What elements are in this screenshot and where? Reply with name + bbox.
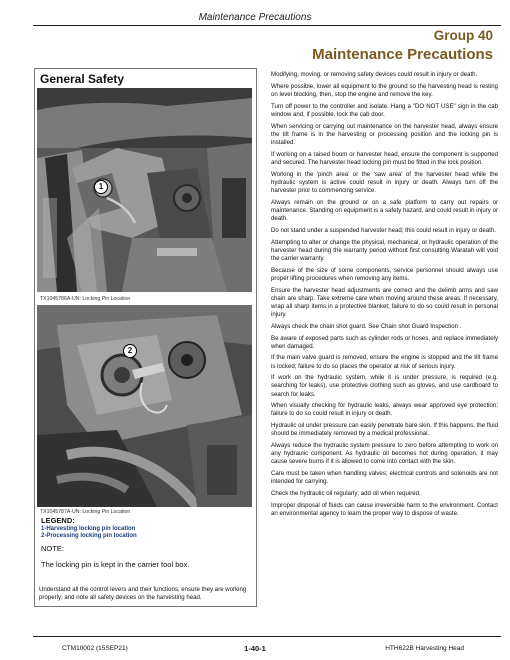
legend-label: LEGEND: [41, 516, 75, 525]
footer-rule [33, 636, 501, 637]
paragraph: Where possible, lower all equipment to the ground so the harvesting head is resting on level blocking, then, stop the engine and remove the key. [271, 82, 498, 98]
page-number: 1-40-1 [244, 644, 266, 653]
paragraph: Improper disposal of fluids can cause irreversible harm to the environment. Contact an environmental agency to learn the proper way to dispose of waste. [271, 502, 498, 518]
figure2-caption: TX1045787A-UN: Locking Pin Location [40, 509, 131, 515]
paragraph: If work on the hydraulic system, while it is under pressure, is required (e.g. searching for leaks), use protective clothing such as gloves, and use cardboard to search for leaks. [271, 374, 498, 398]
note-text: The locking pin is kept in the carrier tool box. [41, 560, 190, 569]
paragraph: Modifying, moving, or removing safety devices could result in injury or death. [271, 71, 478, 78]
locking-pin-photo-2 [37, 305, 252, 507]
paragraph: Always reduce the hydraulic system pressure to zero before attempting to work on any hydraulic component. As hydraulic oil becomes hot during operation, it may cause severe burns if it is allowed to come into contact with the skin. [271, 442, 498, 466]
paragraph: Turn off power to the controller and isolate. Hang a "DO NOT USE" sign in the cab window and, if possible, lock the cab door. [271, 102, 498, 118]
callout-2: 2 [123, 344, 137, 358]
paragraph: If working on a raised boom or harvester head, ensure the component is supported and secured. The harvester head locking pin must be fitted in the lock position. [271, 150, 498, 166]
paragraph: Hydraulic oil under pressure can easily penetrate bare skin. If this happens, the fluid should be immediately removed by a medical professional. [271, 422, 498, 438]
paragraph: Do not stand under a suspended harvester head; this could result in injury or death. [271, 226, 496, 234]
legend-item: 2-Processing locking pin location [41, 533, 137, 539]
paragraph: Because of the size of some components, service personnel should always use proper lifting procedures when removing any items. [271, 266, 498, 282]
paragraph: Always remain on the ground or on a safe platform to carry out repairs or maintenance. Standing on equipment is a safety hazard, and could result in injury or death. [271, 198, 498, 222]
footer-doc-id: CTM10002 (15SEP21) [62, 645, 128, 652]
paragraph: Always check the chain shot guard. See Chain shot Guard Inspection . [271, 322, 462, 330]
running-header: Maintenance Precautions [198, 12, 312, 23]
paragraph: Ensure the harvester head adjustments are correct and the delimb arms and saw chain are sharp. Take extreme care when moving around these areas. If necessary, wrap all sharp items in a protective blanket; failure to do so could result in personal injury. [271, 286, 498, 318]
right-column [271, 71, 498, 522]
header-rule [33, 25, 501, 26]
paragraph: Care must be taken when handling valves; electrical controls and solenoids are not intended for carrying. [271, 470, 498, 486]
note-label: NOTE: [41, 544, 64, 553]
section-heading: General Safety [40, 72, 125, 86]
paragraph: When visually checking for hydraulic leaks, always wear approved eye protection; failure to do so could result in injury or death. [271, 402, 498, 418]
figure1-caption: TX1045786A-UN: Locking Pin Location [40, 296, 131, 302]
paragraph: If the main valve guard is removed, ensure the engine is stopped and the tilt frame is locked; failure to do so places the operator at risk of serious injury. [271, 354, 498, 370]
paragraph: Attempting to alter or change the physical, mechanical, or hydraulic operation of the harvester head during the warranty period without first consulting Waratah will void the carrier warranty. [271, 238, 498, 262]
footer-product: HTH622B Harvesting Head [385, 645, 464, 652]
group-number: Group 40 [433, 28, 493, 43]
paragraph: Be aware of exposed parts such as cylinder rods or hoses, and replace immediately when damaged. [271, 334, 498, 350]
callout-1: 1 [94, 180, 108, 194]
paragraph: Working in the 'pinch area' or the 'saw area' of the harvester head while the hydraulic system is active could result in injury or death. Always turn off the harvester prior to commencing service. [271, 170, 498, 194]
paragraph: When servicing or carrying out maintenance on the harvester head, always ensure the tilt frame is in the harvesting or processing position and the locking pin is installed. [271, 122, 498, 146]
locking-pin-photo-1 [37, 88, 252, 292]
page-title: Maintenance Precautions [312, 46, 493, 63]
legend-item: 1-Harvesting locking pin location [41, 526, 136, 532]
controls-paragraph: Understand all the control levers and their functions; ensure they are working properly; and note all safety devices on the harvesting head. [39, 586, 247, 602]
paragraph: Check the hydraulic oil regularly; add oil when required. [271, 490, 421, 498]
